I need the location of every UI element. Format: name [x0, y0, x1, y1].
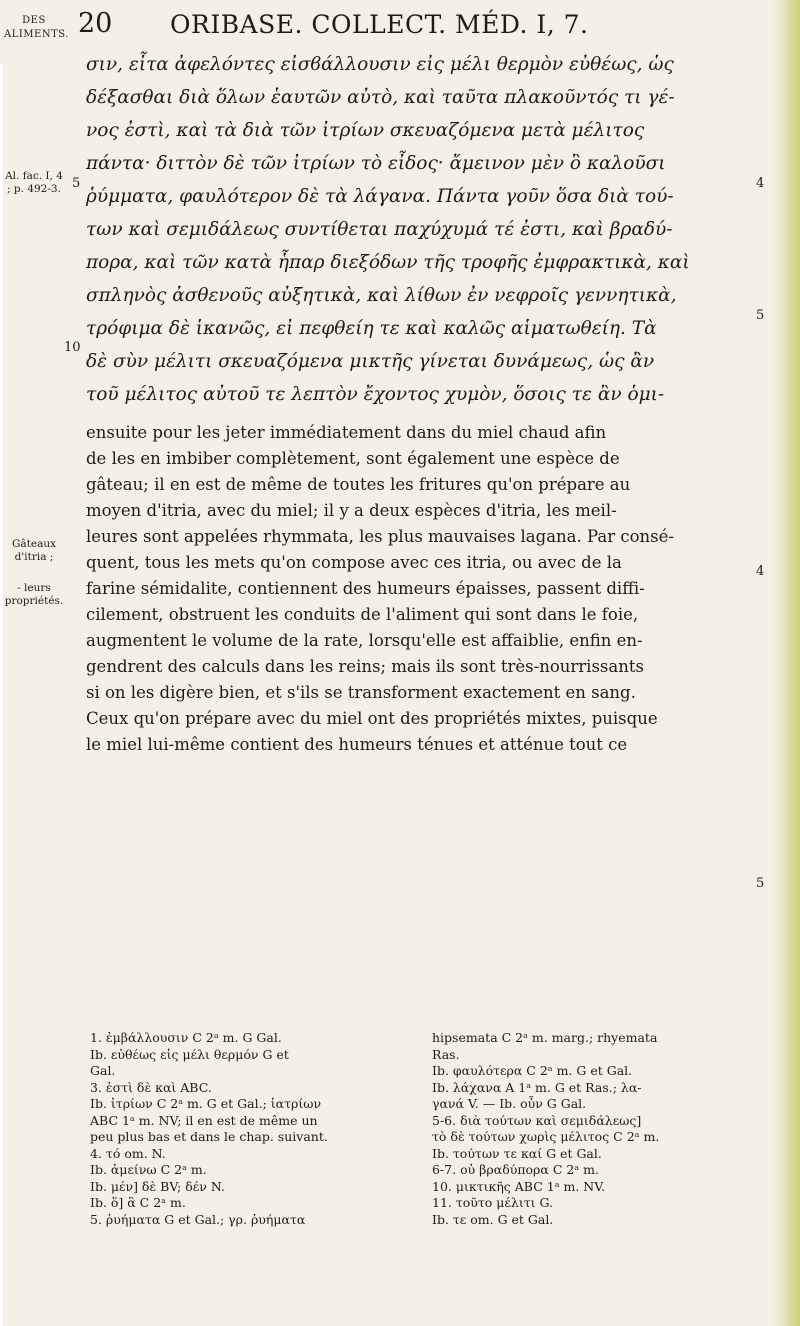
translation-line: quent, tous les mets qu'on compose avec ces itria, ou avec de la [86, 553, 622, 572]
margin-note-gateaux: Gâteaux d'itria ; [11, 538, 57, 563]
footnote: Ib. τε om. G et Gal. [432, 1211, 554, 1227]
greek-line: σιν, εἶτα ἀφελόντες εἰσϐάλλουσιν εἰς μέλι θερμὸν εὐθέως, ὡς [86, 54, 674, 75]
footnotes-left-column [90, 1030, 410, 1228]
translation-line: Ceux qu'on prépare avec du miel ont des propriétés mixtes, puisque [86, 709, 658, 728]
footnote: Ib. λάχανα A 1ᵃ m. G et Ras.; λα- [432, 1079, 642, 1095]
greek-line-number-10: 10 [64, 340, 81, 355]
greek-line: ῥύμματα, φαυλότερον δὲ τὰ λάγανα. Πάντα γοῦν ὅσα διὰ τού- [86, 186, 674, 207]
translation-line: cilement, obstruent les conduits de l'aliment qui sont dans le foie, [86, 605, 639, 624]
running-head: ORIBASE. COLLECT. MÉD. I, 7. [170, 10, 589, 39]
footnote: hipsemata C 2ᵃ m. marg.; rhyemata [432, 1030, 658, 1045]
margin-note-proprietes: - leurs propriétés. [4, 582, 64, 607]
greek-line: των καὶ σεμιδάλεως συντίθεται παχύχυμά τέ ἐστι, καὶ βραδύ- [86, 219, 673, 240]
footnote: ABC 1ᵃ m. NV; il en est de même un [90, 1112, 318, 1128]
right-page-edge [772, 0, 800, 1326]
greek-line: πάντα· διττὸν δὲ τῶν ἰτρίων τὸ εἶδος· ἄμεινον μὲν ὃ καλοῦσι [86, 153, 666, 174]
translation-line-number-5: 5 [756, 308, 765, 323]
footnote: 10. μικτικῆς ABC 1ᵃ m. NV. [432, 1178, 606, 1194]
footnote: Ib. φαυλότερα C 2ᵃ m. G et Gal. [432, 1063, 633, 1078]
translation-line: gendrent des calculs dans les reins; mais ils sont très-nourrissants [86, 657, 644, 676]
translation-line: leures sont appelées rhymmata, les plus mauvaises lagana. Par consé- [86, 527, 674, 546]
page-number: 20 [78, 8, 113, 39]
footnote: Ib. τούτων τε καί G et Gal. [432, 1145, 602, 1161]
translation-line: de les en imbiber complètement, sont également une espèce de [86, 449, 620, 468]
translation-line: farine sémidalite, contiennent des humeurs épaisses, passent diffi- [86, 579, 645, 598]
footnotes-right-column [432, 1030, 752, 1228]
translation-line-number-5b: 5 [756, 876, 765, 891]
french-translation [86, 420, 746, 758]
footnote: γανά V. — Ib. οὖν G Gal. [432, 1096, 587, 1111]
footnote: Ib. ὅ] ἃ C 2ᵃ m. [90, 1195, 186, 1210]
greek-text [86, 48, 746, 411]
greek-line: πορα, καὶ τῶν κατὰ ἧπαρ διεξόδων τῆς τροφῆς ἐμφρακτικὰ, καὶ [86, 252, 690, 273]
section-label: DES ALIMENTS. [4, 15, 69, 40]
footnote: peu plus bas et dans le chap. suivant. [90, 1129, 328, 1144]
greek-line: δέξασθαι διὰ ὅλων ἑαυτῶν αὐτὸ, καὶ ταῦτα πλακοῦντός τι γέ- [86, 87, 675, 108]
left-page-edge [0, 64, 3, 1326]
footnote: Ib. εὐθέως εἰς μέλι θερμόν G et [90, 1046, 289, 1062]
greek-line: σπληνὸς ἀσθενοῦς αὐξητικὰ, καὶ λίθων ἐν νεφροῖς γεννητικὰ, [86, 285, 677, 306]
translation-line: augmentent le volume de la rate, lorsqu'elle est affaiblie, enfin en- [86, 631, 643, 650]
footnote: Ib. ἀμείνω C 2ᵃ m. [90, 1162, 207, 1177]
footnote: τὸ δὲ τούτων χωρὶς μέλιτος C 2ᵃ m. [432, 1129, 660, 1144]
footnote: 1. ἐμβάλλουσιν C 2ᵃ m. G Gal. [90, 1030, 282, 1045]
translation-line: moyen d'itria, avec du miel; il y a deux espèces d'itria, les meil- [86, 501, 617, 520]
translation-line: si on les digère bien, et s'ils se transforment exactement en sang. [86, 683, 636, 702]
footnote: 3. ἐστὶ δὲ καὶ ABC. [90, 1079, 212, 1095]
footnote: Ib. ἰτρίων C 2ᵃ m. G et Gal.; ἰατρίων [90, 1096, 322, 1111]
footnote: 5. ῥυήματα G et Gal.; γρ. ῥυήματα [90, 1211, 306, 1227]
footnote: Gal. [90, 1063, 116, 1078]
greek-line: τρόφιμα δὲ ἱκανῶς, εἰ πεφθείη τε καὶ καλῶς αἱματωθείη. Τὰ [86, 318, 657, 339]
translation-line: ensuite pour les jeter immédiatement dans du miel chaud afin [86, 423, 607, 442]
margin-note-reference: Al. fac. I, 4 ; p. 492-3. [5, 170, 63, 195]
footnote: 6-7. οὐ βραδύπορα C 2ᵃ m. [432, 1162, 599, 1177]
footnote: 11. τοῦτο μέλιτι G. [432, 1195, 554, 1210]
footnote: 4. τό om. N. [90, 1145, 166, 1161]
greek-line: δὲ σὺν μέλιτι σκευαζόμενα μικτῆς γίνεται δυνάμεως, ὡς ἂν [86, 351, 655, 372]
footnote: Ib. μέν] δὲ BV; δέν N. [90, 1178, 225, 1194]
greek-line-number-5: 5 [72, 176, 81, 191]
translation-line-number-4: 4 [756, 176, 765, 191]
greek-line: νος ἐστὶ, καὶ τὰ διὰ τῶν ἰτρίων σκευαζόμενα μετὰ μέλιτος [86, 120, 645, 141]
footnote: Ras. [432, 1046, 460, 1062]
translation-line-number-4b: 4 [756, 564, 765, 579]
greek-line: τοῦ μέλιτος αὐτοῦ τε λεπτὸν ἔχοντος χυμὸν, ὅσοις τε ἂν ὁμι- [86, 384, 665, 405]
footnote: 5-6. διὰ τούτων καὶ σεμιδάλεως] [432, 1112, 642, 1128]
translation-line: gâteau; il en est de même de toutes les fritures qu'on prépare au [86, 475, 631, 494]
translation-line: le miel lui-même contient des humeurs ténues et atténue tout ce [86, 735, 628, 754]
